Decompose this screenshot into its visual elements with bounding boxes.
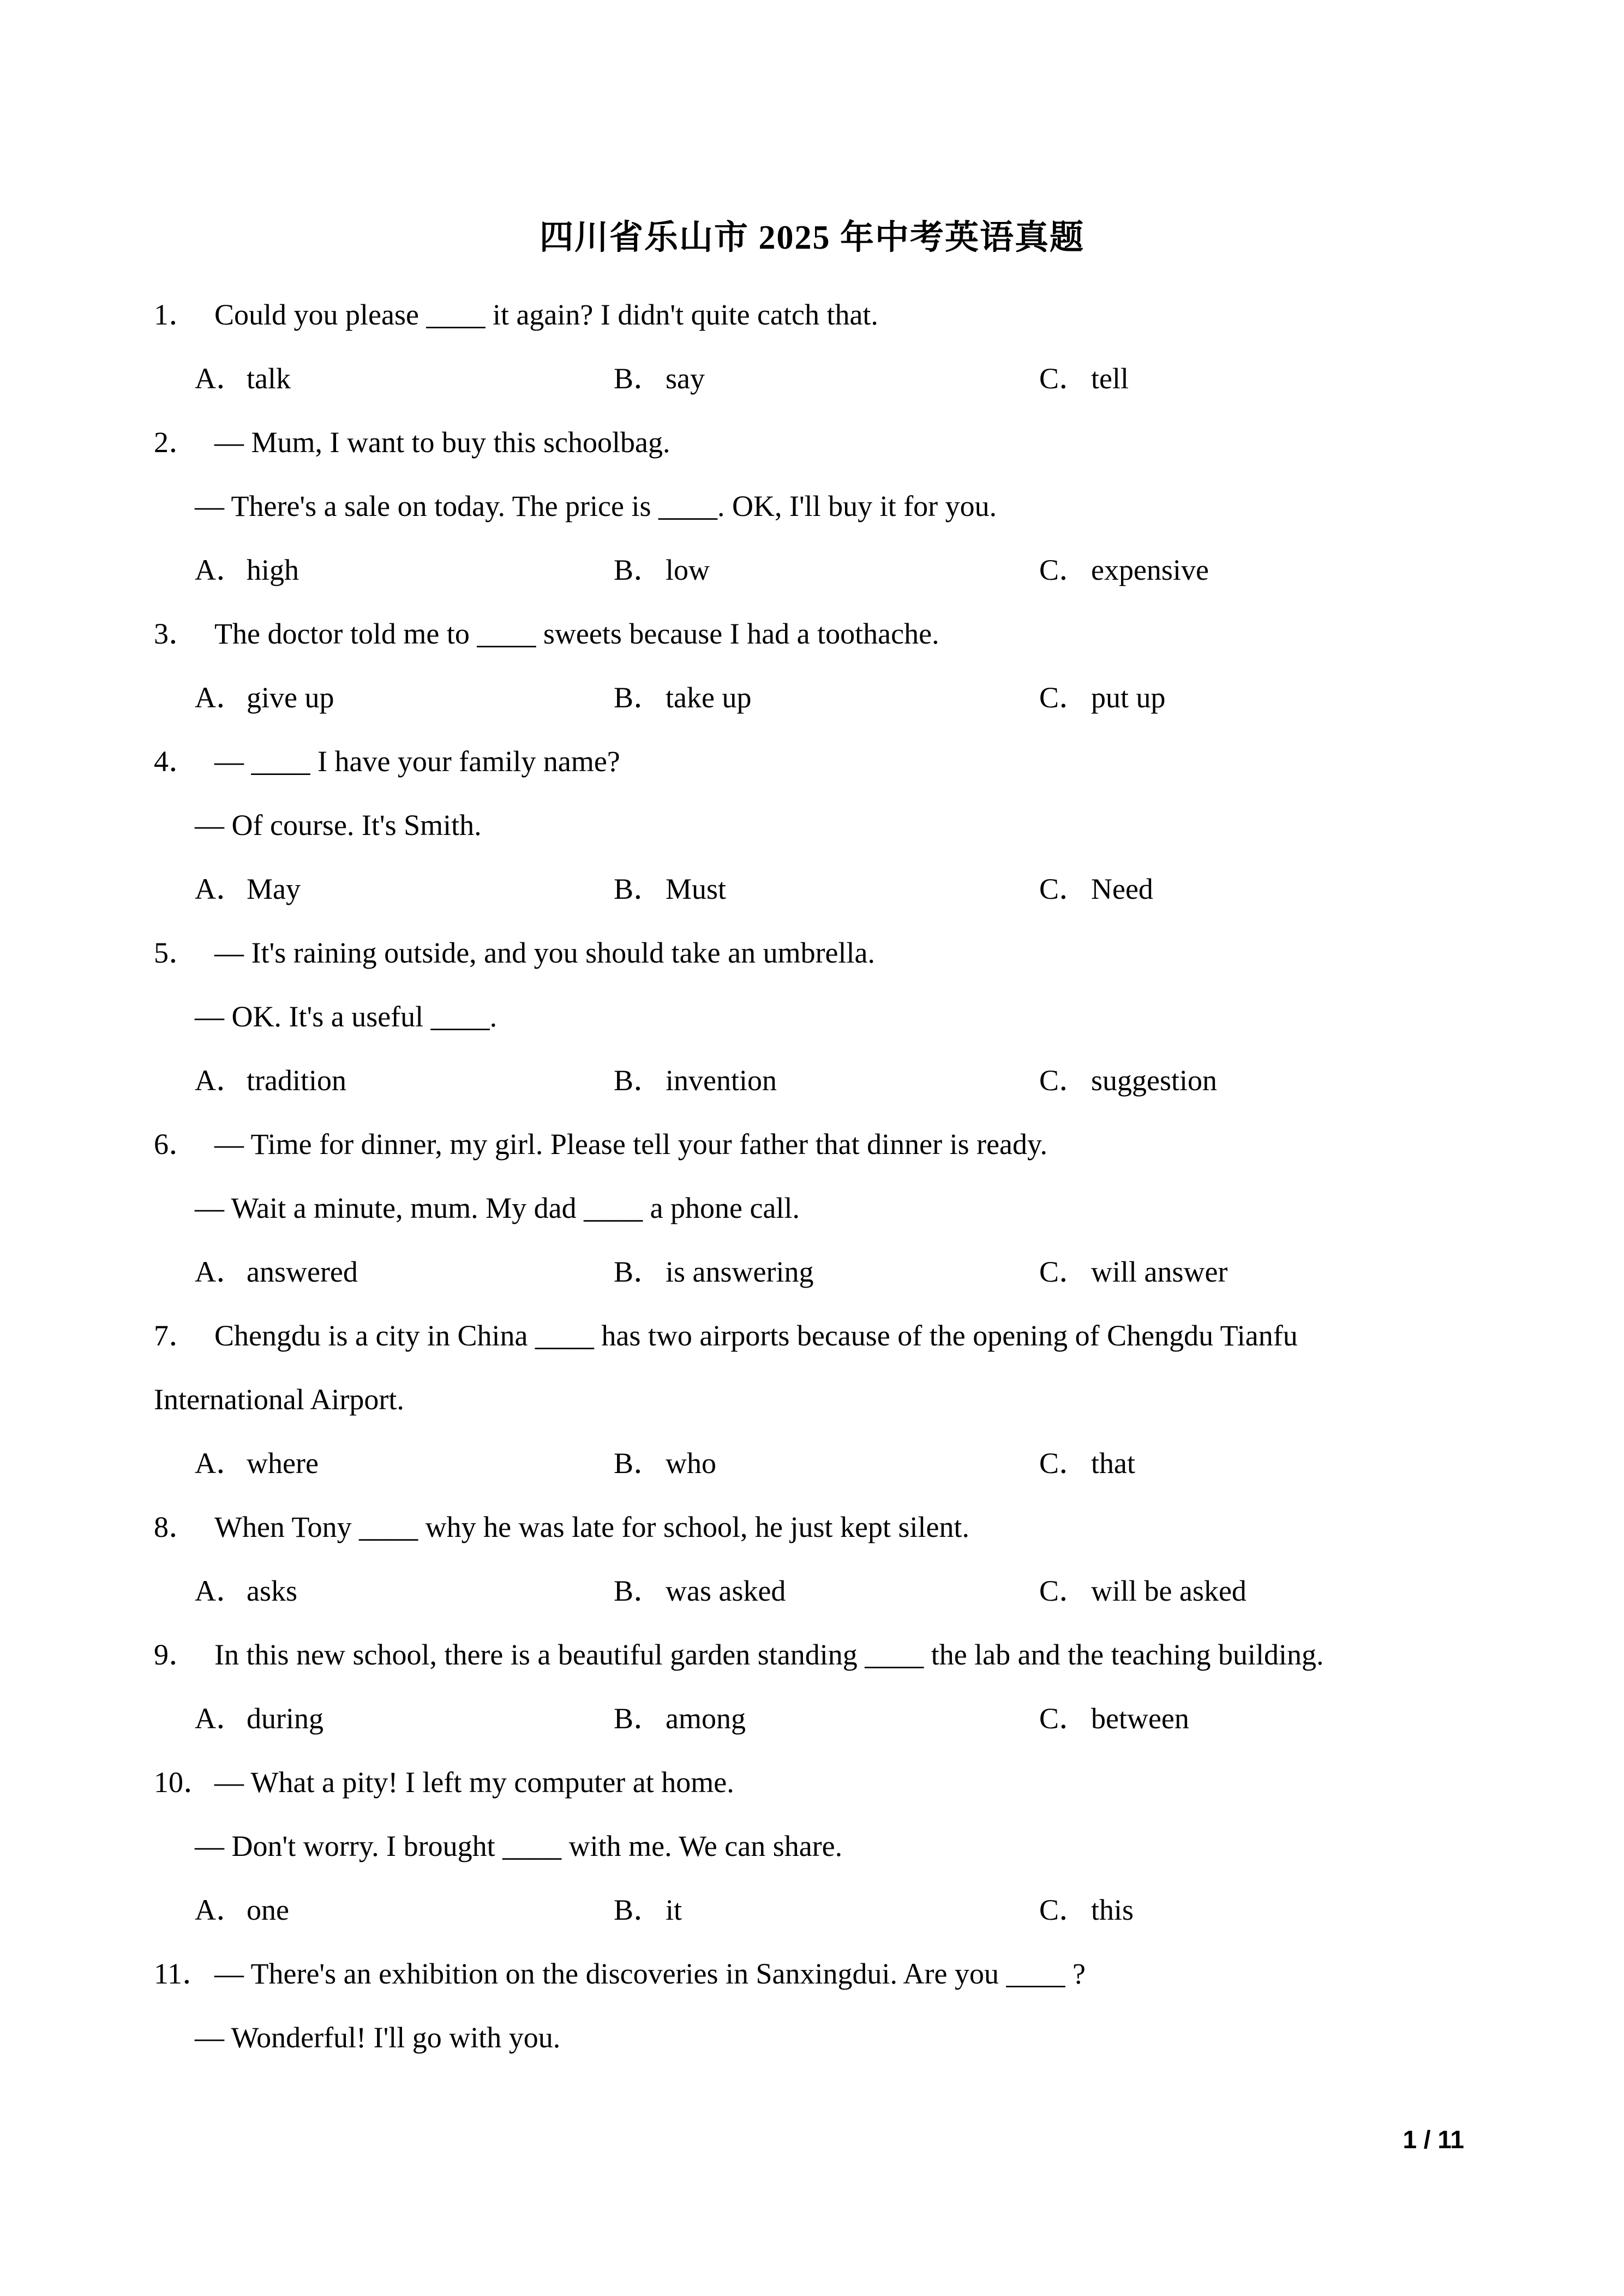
option-a: [195, 679, 334, 716]
option-c-letter: C．: [1039, 1447, 1089, 1480]
option-b-label: low: [666, 554, 710, 586]
options-row: [154, 1253, 1501, 1317]
option-a-label: where: [247, 1447, 319, 1480]
option-c-label: put up: [1091, 681, 1166, 714]
question-number: 3．: [154, 617, 198, 650]
question-text: — There's a sale on today. The price is ____. OK, I'll buy it for you.: [195, 490, 997, 522]
option-a-letter: A．: [195, 873, 245, 905]
question-number: 10．: [154, 1766, 213, 1799]
options-row: [154, 679, 1501, 743]
question-number: 1．: [154, 298, 198, 331]
option-b: [614, 1700, 746, 1737]
option-b-letter: B．: [614, 1574, 663, 1607]
questions-list: [154, 296, 1501, 2083]
option-a: [195, 1700, 323, 1737]
option-c: [1039, 551, 1209, 588]
option-a-label: talk: [247, 362, 291, 395]
question-number: 7．: [154, 1319, 198, 1352]
option-a-label: one: [247, 1894, 289, 1926]
question-item-8: [154, 1508, 1501, 1636]
option-a-letter: A．: [195, 1894, 245, 1926]
question-line: [154, 1381, 1501, 1445]
option-b: [614, 1062, 777, 1099]
option-c-letter: C．: [1039, 1064, 1089, 1097]
question-line: [154, 998, 1501, 1062]
option-b-letter: B．: [614, 681, 663, 714]
option-a-letter: A．: [195, 554, 245, 586]
question-item-10: [154, 1764, 1501, 1955]
question-line: [154, 934, 1501, 998]
option-c-label: expensive: [1091, 554, 1209, 586]
question-text: — It's raining outside, and you should take an umbrella.: [214, 936, 875, 969]
page-number-indicator: 1 / 11: [1403, 2125, 1464, 2154]
question-item-11: [154, 1955, 1501, 2083]
question-line: [154, 1636, 1501, 1700]
question-line: [154, 1189, 1501, 1253]
option-c: [1039, 1891, 1134, 1928]
option-b-label: among: [666, 1702, 746, 1735]
option-a-letter: A．: [195, 1255, 245, 1288]
question-number: 5．: [154, 936, 198, 969]
question-text: — Mum, I want to buy this schoolbag.: [214, 426, 670, 459]
option-c-letter: C．: [1039, 1574, 1089, 1607]
option-b: [614, 1445, 716, 1482]
question-line: [154, 1955, 1501, 2019]
option-c: [1039, 870, 1153, 907]
question-text: — Don't worry. I brought ____ with me. We can share.: [195, 1830, 843, 1862]
question-line: [154, 1828, 1501, 1891]
options-row: [154, 1891, 1501, 1955]
option-b: [614, 679, 751, 716]
option-c-label: between: [1091, 1702, 1189, 1735]
question-line: [154, 488, 1501, 551]
question-text: — Of course. It's Smith.: [195, 809, 482, 842]
option-c: [1039, 1253, 1227, 1290]
option-a-letter: A．: [195, 681, 245, 714]
option-b: [614, 1891, 682, 1928]
options-row: [154, 360, 1501, 424]
option-b-letter: B．: [614, 1064, 663, 1097]
option-c-label: will answer: [1091, 1255, 1228, 1288]
option-c: [1039, 679, 1166, 716]
option-a-letter: A．: [195, 1702, 245, 1735]
option-c-letter: C．: [1039, 1255, 1089, 1288]
option-c-letter: C．: [1039, 873, 1089, 905]
option-c-letter: C．: [1039, 1894, 1089, 1926]
question-item-6: [154, 1126, 1501, 1317]
question-number: 9．: [154, 1638, 198, 1671]
option-c-letter: C．: [1039, 362, 1089, 395]
question-line: [154, 1317, 1501, 1381]
option-b: [614, 1253, 813, 1290]
option-b-letter: B．: [614, 1447, 663, 1480]
question-text: When Tony ____ why he was late for school, he just kept silent.: [214, 1511, 969, 1543]
question-line: [154, 296, 1501, 360]
question-text: In this new school, there is a beautiful garden standing ____ the lab and the teaching building.: [214, 1638, 1324, 1671]
option-a: [195, 1572, 297, 1609]
question-item-1: [154, 296, 1501, 424]
question-text: Could you please ____ it again? I didn't quite catch that.: [214, 298, 878, 331]
option-a: [195, 1062, 346, 1099]
option-b-label: was asked: [666, 1574, 786, 1607]
option-c-letter: C．: [1039, 1702, 1089, 1735]
question-line: [154, 743, 1501, 807]
question-text: — What a pity! I left my computer at home.: [214, 1766, 734, 1799]
question-item-3: [154, 615, 1501, 743]
option-a-letter: A．: [195, 1447, 245, 1480]
option-a-label: asks: [247, 1574, 297, 1607]
option-a-letter: A．: [195, 1064, 245, 1097]
question-number: 4．: [154, 745, 198, 778]
option-a: [195, 551, 299, 588]
question-line: [154, 807, 1501, 870]
option-b-label: invention: [666, 1064, 777, 1097]
question-line: [154, 1764, 1501, 1828]
options-row: [154, 1445, 1501, 1508]
question-line: [154, 1126, 1501, 1189]
question-number: 11．: [154, 1957, 212, 1990]
option-a: [195, 1891, 289, 1928]
option-a: [195, 360, 291, 397]
question-item-9: [154, 1636, 1501, 1764]
option-b-label: take up: [666, 681, 752, 714]
option-a-letter: A．: [195, 362, 245, 395]
options-row: [154, 1572, 1501, 1636]
option-c: [1039, 1572, 1247, 1609]
option-c-label: that: [1091, 1447, 1135, 1480]
options-row: [154, 1062, 1501, 1126]
option-b-label: is answering: [666, 1255, 814, 1288]
option-b: [614, 1572, 786, 1609]
question-text: — ____ I have your family name?: [214, 745, 620, 778]
question-text: International Airport.: [154, 1383, 404, 1416]
question-number: 6．: [154, 1128, 198, 1161]
question-line: [154, 615, 1501, 679]
option-c: [1039, 1062, 1217, 1099]
option-a: [195, 1253, 358, 1290]
option-b: [614, 551, 710, 588]
question-text: — OK. It's a useful ____.: [195, 1000, 498, 1033]
question-line: [154, 1508, 1501, 1572]
option-a: [195, 870, 301, 907]
option-c: [1039, 360, 1129, 397]
option-b-label: Must: [666, 873, 727, 905]
question-item-2: [154, 424, 1501, 615]
question-text: — Wait a minute, mum. My dad ____ a phone call.: [195, 1192, 800, 1224]
question-number: 2．: [154, 426, 198, 459]
question-text: The doctor told me to ____ sweets because I had a toothache.: [214, 617, 939, 650]
option-a-label: answered: [247, 1255, 358, 1288]
option-b-letter: B．: [614, 1255, 663, 1288]
question-item-5: [154, 934, 1501, 1126]
question-line: [154, 2019, 1501, 2083]
question-text: — Time for dinner, my girl. Please tell your father that dinner is ready.: [214, 1128, 1048, 1161]
option-c: [1039, 1700, 1189, 1737]
question-text: — Wonderful! I'll go with you.: [195, 2021, 561, 2054]
option-b-letter: B．: [614, 873, 663, 905]
options-row: [154, 870, 1501, 934]
option-b-label: who: [666, 1447, 716, 1480]
option-b-label: it: [666, 1894, 682, 1926]
option-c-label: this: [1091, 1894, 1134, 1926]
option-c-label: will be asked: [1091, 1574, 1247, 1607]
option-c: [1039, 1445, 1135, 1482]
question-number: 8．: [154, 1511, 198, 1543]
option-b: [614, 870, 726, 907]
question-item-4: [154, 743, 1501, 934]
option-c-label: tell: [1091, 362, 1129, 395]
option-b-label: say: [666, 362, 705, 395]
option-a-label: high: [247, 554, 299, 586]
options-row: [154, 1700, 1501, 1764]
option-c-letter: C．: [1039, 554, 1089, 586]
option-c-label: suggestion: [1091, 1064, 1218, 1097]
options-row: [154, 551, 1501, 615]
question-item-7: [154, 1317, 1501, 1508]
option-a-label: give up: [247, 681, 334, 714]
option-a: [195, 1445, 319, 1482]
page-title: 四川省乐山市 2025 年中考英语真题: [539, 219, 1084, 256]
question-line: [154, 424, 1501, 488]
option-a-label: during: [247, 1702, 323, 1735]
question-text: Chengdu is a city in China ____ has two airports because of the opening of Chengdu Tianfu: [214, 1319, 1298, 1352]
option-a-label: May: [247, 873, 301, 905]
option-a-letter: A．: [195, 1574, 245, 1607]
option-b-letter: B．: [614, 554, 663, 586]
option-b-letter: B．: [614, 1894, 663, 1926]
option-b-letter: B．: [614, 1702, 663, 1735]
option-b: [614, 360, 705, 397]
option-b-letter: B．: [614, 362, 663, 395]
question-text: — There's an exhibition on the discoveries in Sanxingdui. Are you ____ ?: [214, 1957, 1086, 1990]
option-c-letter: C．: [1039, 681, 1089, 714]
option-c-label: Need: [1091, 873, 1153, 905]
option-a-label: tradition: [247, 1064, 346, 1097]
